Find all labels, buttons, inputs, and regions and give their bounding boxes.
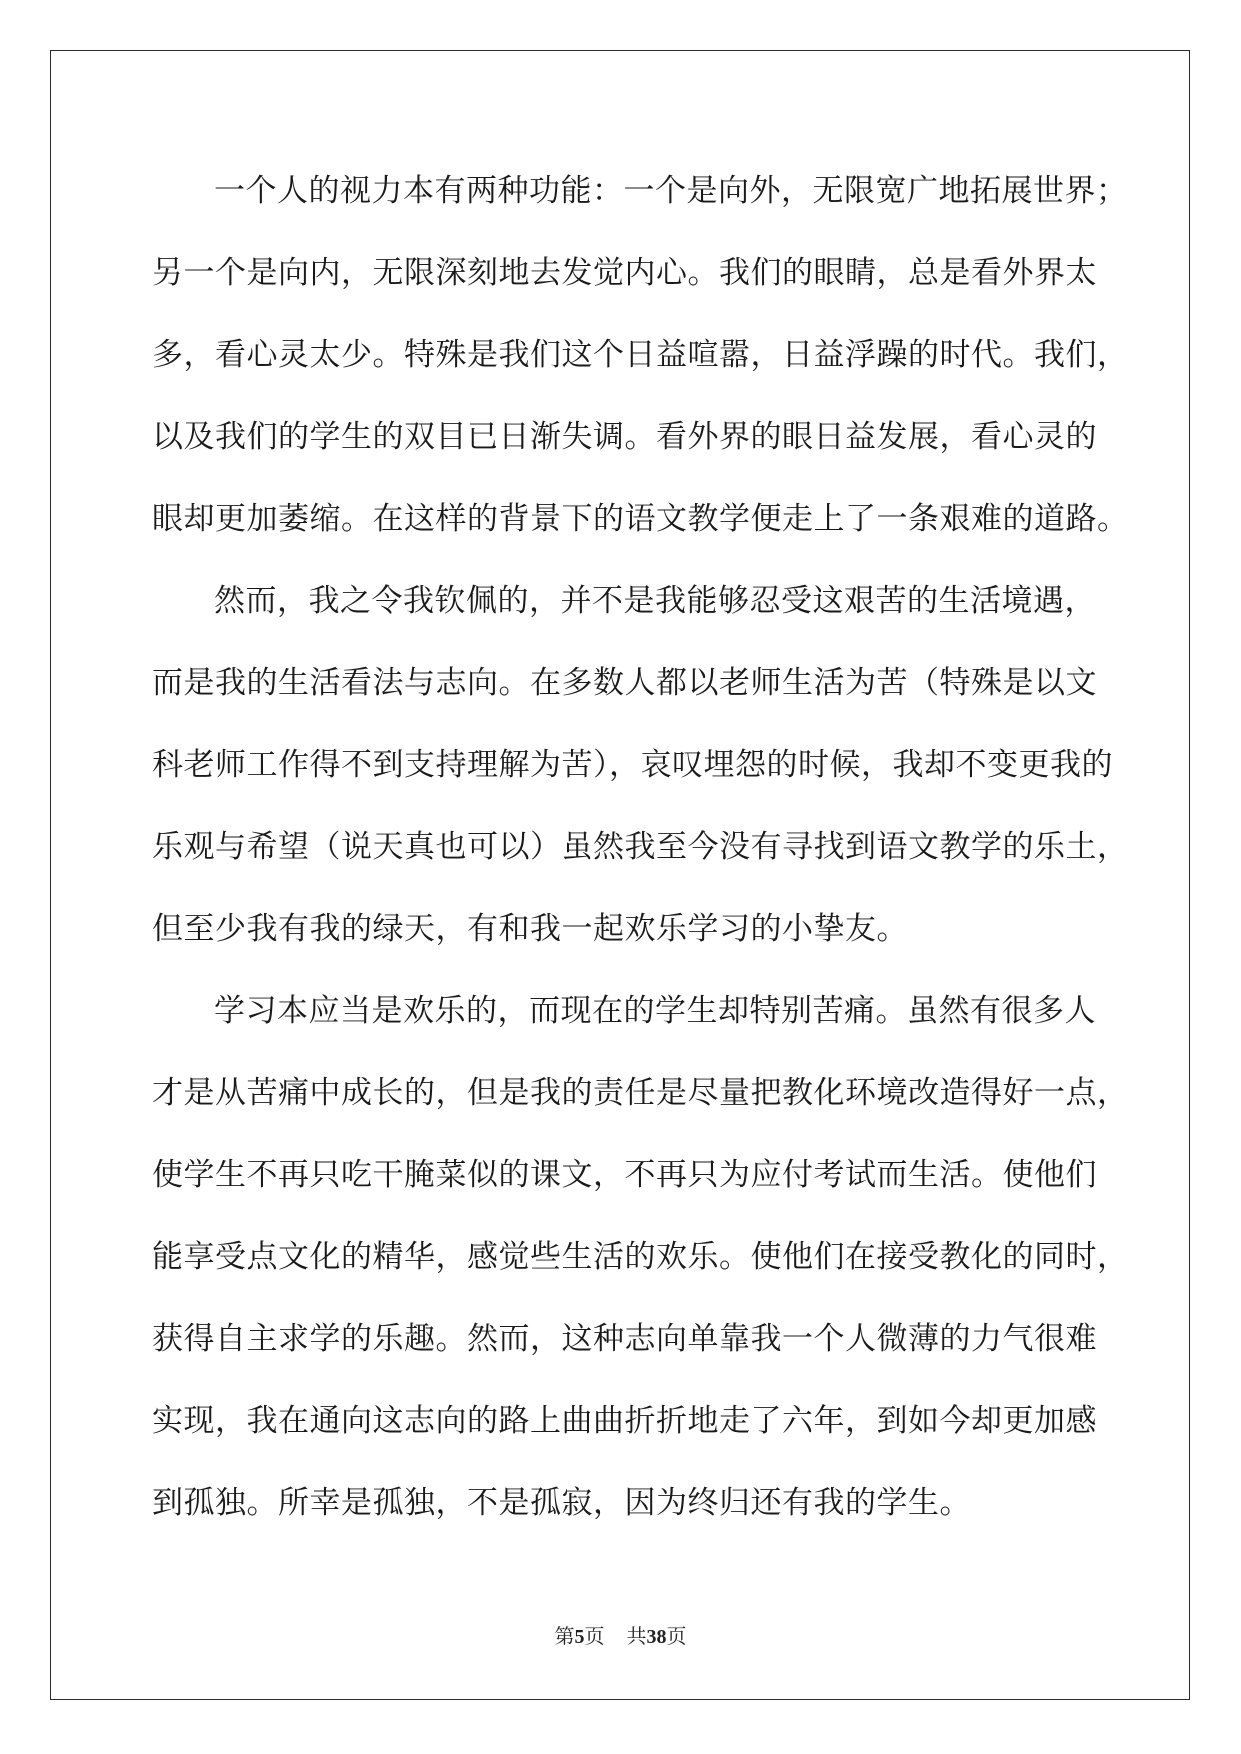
text-line: 使学生不再只吃干腌菜似的课文，不再只为应付考试而生活。使他们 [152,1157,1097,1193]
page-suffix: 页 [584,1624,605,1648]
page-footer [0,1620,1241,1649]
text-line: 到孤独。所幸是孤独，不是孤寂，因为终归还有我的学生。 [152,1485,971,1521]
paragraph-1 [152,150,1129,560]
text-line: 获得自主求学的乐趣。然而，这种志向单靠我一个人微薄的力气很难 [152,1321,1097,1357]
page-number: 5 [574,1626,585,1648]
text-line: 另一个是向内，无限深刻地去发觉内心。我们的眼睛，总是看外界太 [152,255,1097,291]
total-prefix: 共 [626,1624,647,1648]
text-line: 科老师工作得不到支持理解为苦），哀叹埋怨的时候，我却不变更我的 [152,747,1113,783]
text-line: 才是从苦痛中成长的，但是我的责任是尽量把教化环境改造得好一点， [152,1075,1129,1111]
text-line: 能享受点文化的精华，感觉些生活的欢乐。使他们在接受教化的同时， [152,1239,1129,1275]
page-prefix: 第 [554,1624,575,1648]
paragraph-3 [152,970,1129,1544]
text-line: 乐观与希望（说天真也可以）虽然我至今没有寻找到语文教学的乐土， [152,829,1129,865]
text-line: 以及我们的学生的双目已日渐失调。看外界的眼日益发展，看心灵的 [152,419,1097,455]
total-suffix: 页 [666,1624,687,1648]
text-line: 然而，我之令我钦佩的，并不是我能够忍受这艰苦的生活境遇， [214,583,1096,619]
text-line: 实现，我在通向这志向的路上曲曲折折地走了六年，到如今却更加感 [152,1403,1097,1439]
total-pages: 38 [646,1626,667,1648]
text-line: 学习本应当是欢乐的，而现在的学生却特别苦痛。虽然有很多人 [214,993,1096,1029]
text-line: 一个人的视力本有两种功能：一个是向外，无限宽广地拓展世界； [214,173,1128,209]
document-body [152,150,1129,1544]
text-line: 但至少我有我的绿天，有和我一起欢乐学习的小挚友。 [152,911,908,947]
text-line: 多，看心灵太少。特殊是我们这个日益喧嚣，日益浮躁的时代。我们， [152,337,1129,373]
text-line: 而是我的生活看法与志向。在多数人都以老师生活为苦（特殊是以文 [152,665,1097,701]
text-line: 眼却更加萎缩。在这样的背景下的语文教学便走上了一条艰难的道路。 [152,501,1129,537]
paragraph-2 [152,560,1129,970]
